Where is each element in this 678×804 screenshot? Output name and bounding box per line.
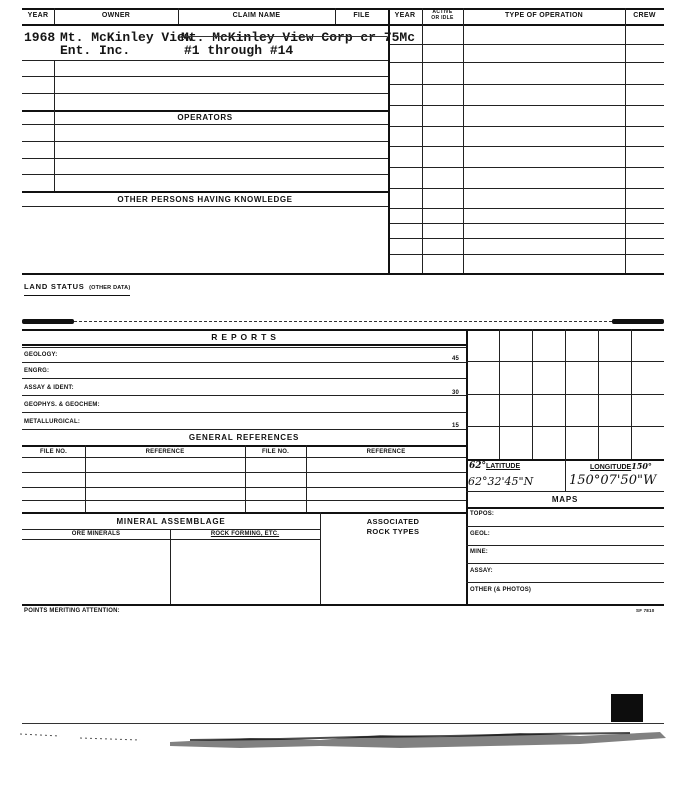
- report-assay: ASSAY & IDENT:: [24, 385, 74, 391]
- mineral-assemblage-title: MINERAL ASSEMBLAGE: [116, 517, 226, 526]
- maps-geol: GEOL:: [470, 531, 490, 537]
- gr-header-reference-2: REFERENCE: [366, 449, 406, 455]
- scan-black-mark: [611, 694, 643, 722]
- report-engrg: ENGRG:: [24, 368, 50, 374]
- entry-owner-line1: Mt. McKinley View: [60, 30, 193, 45]
- gr-header-reference-1: REFERENCE: [145, 449, 185, 455]
- header-crew: CREW: [633, 12, 656, 19]
- header-claim-name: CLAIM NAME: [232, 12, 281, 19]
- rock-forming-header: ROCK FORMING, ETC.: [210, 531, 280, 537]
- land-status-label: LAND STATUS (OTHER DATA): [24, 276, 130, 296]
- latitude-label: 62°LATITUDE: [469, 461, 521, 471]
- header-type-of-operation: TYPE OF OPERATION: [504, 12, 584, 19]
- entry-claim-line2: #1 through #14: [184, 43, 294, 58]
- header-year: YEAR: [27, 12, 49, 19]
- report-num-30: 30: [452, 390, 460, 396]
- associated-rock-types: ASSOCIATED ROCK TYPES: [366, 517, 420, 536]
- header-active-or-idle: ACTIVE OR IDLE: [431, 9, 454, 21]
- maps-mine: MINE:: [470, 549, 488, 555]
- report-geophys: GEOPHYS. & GEOCHEM:: [24, 402, 100, 408]
- report-geology: GEOLOGY:: [24, 352, 58, 358]
- form-number: SF 7810: [636, 608, 655, 613]
- ink-smudge-left: [22, 319, 74, 324]
- maps-topos: TOPOS:: [470, 511, 495, 517]
- points-meriting-attention: POINTS MERITING ATTENTION:: [24, 608, 120, 614]
- entry-claim-line1: Mt. McKinley View Corp cr 75Mc: [181, 30, 416, 45]
- report-metallurgical: METALLURGICAL:: [24, 419, 81, 425]
- longitude-label: LONGITUDE150°: [590, 461, 652, 471]
- reports-title: R E P O R T S: [211, 332, 277, 342]
- scan-noise-band: [20, 724, 668, 754]
- ore-minerals-header: ORE MINERALS: [71, 531, 121, 537]
- header-file: FILE: [353, 12, 370, 19]
- header-year-2: YEAR: [394, 12, 416, 19]
- latitude-value: 62°32'45"N: [468, 475, 534, 488]
- header-owner: OWNER: [101, 12, 131, 19]
- ink-smudge-right: [612, 319, 664, 324]
- report-num-15: 15: [452, 423, 460, 429]
- entry-owner-line2: Ent. Inc.: [60, 43, 131, 58]
- longitude-value: 150°07'50"W: [569, 473, 657, 488]
- entry-year: 1968: [24, 30, 56, 45]
- operators-title: OPERATORS: [177, 113, 233, 122]
- report-num-45: 45: [452, 356, 460, 362]
- maps-title: MAPS: [551, 495, 579, 504]
- gr-header-file-no-1: FILE NO.: [40, 449, 67, 455]
- other-persons-title: OTHER PERSONS HAVING KNOWLEDGE: [117, 195, 293, 204]
- gr-header-file-no-2: FILE NO.: [262, 449, 289, 455]
- maps-assay: ASSAY:: [470, 568, 493, 574]
- maps-other: OTHER (& PHOTOS): [470, 587, 532, 593]
- general-references-title: GENERAL REFERENCES: [188, 433, 300, 442]
